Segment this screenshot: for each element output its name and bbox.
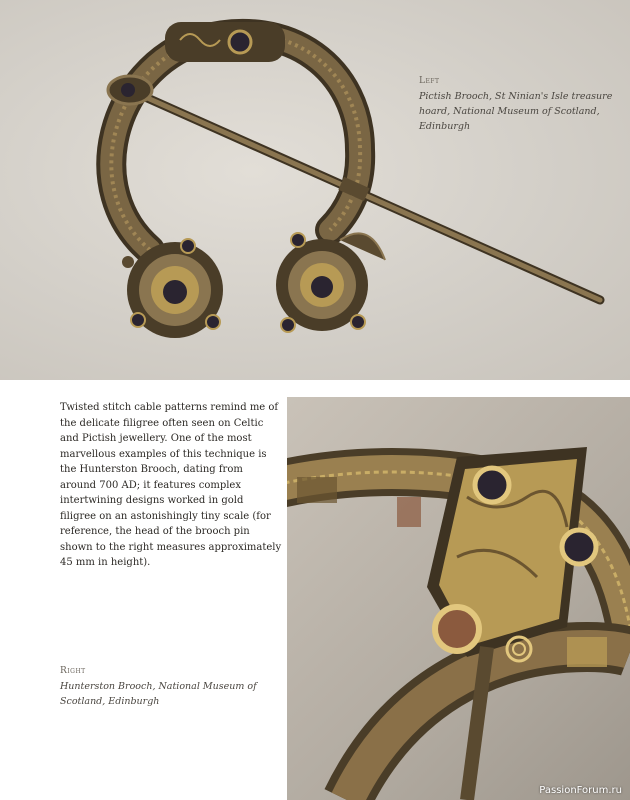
watermark: PassionForum.ru [539,785,622,796]
caption-left-label: Left [419,76,440,86]
caption-right [60,664,280,709]
caption-right-label: Right [60,666,86,676]
pictish-brooch-photo [0,0,630,380]
hunterston-brooch-photo [287,397,630,800]
right-terminal [276,233,385,332]
caption-left [419,74,619,134]
caption-left-text: Pictish Brooch, St Ninian's Isle treasure hoard, National Museum of Scotland, Edinburgh [419,91,613,132]
caption-right-text: Hunterston Brooch, National Museum of Scotland, Edinburgh [60,681,257,707]
hunterston-brooch-illustration [287,397,630,800]
body-paragraph: Twisted stitch cable patterns remind me of the delicate filigree often seen on Celtic and Pictish jewellery. One of the most marvellous examples of this technique is the Hunterston Brooch, dating from around 700 AD; it features complex intertwining designs worked in gold filigree on an astonishingly tiny scale (for reference, the head of the brooch pin shown to the right measures approximately 45 mm in height). [60,402,282,568]
pictish-brooch-illustration [0,0,630,380]
